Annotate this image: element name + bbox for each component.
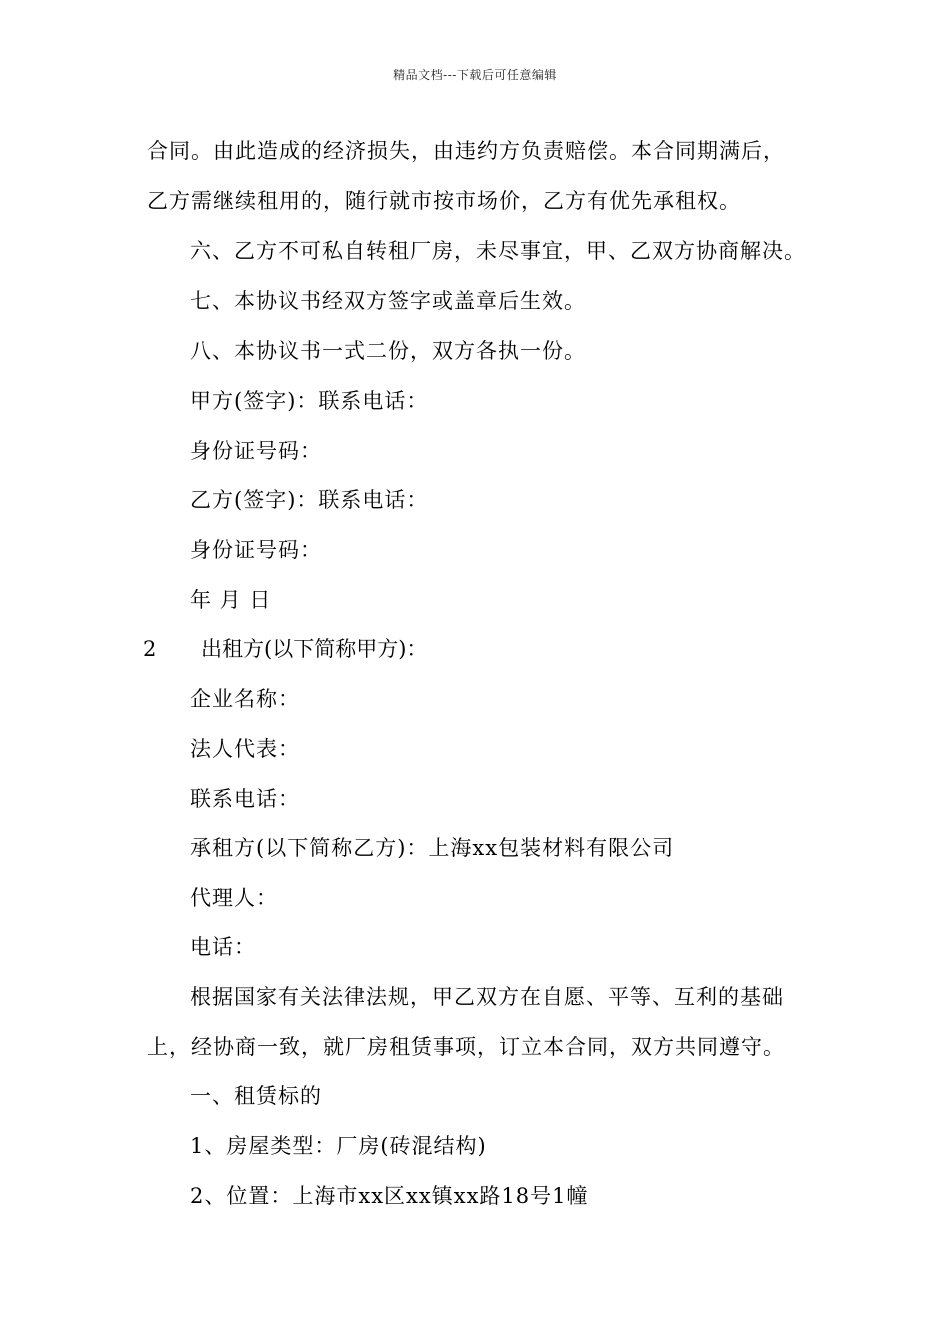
clause-six: 六、乙方不可私自转租厂房，未尽事宜，甲、乙双方协商解决。	[190, 239, 806, 263]
paragraph-line: 合同。由此造成的经济损失，由违约方负责赔偿。本合同期满后，	[147, 139, 785, 163]
party-b-signature-line: 乙方(签字)：联系电话：	[190, 488, 429, 512]
party-b-id-line: 身份证号码：	[190, 538, 322, 562]
section-first-line: 出租方(以下简称甲方)：	[201, 637, 428, 661]
date-line: 年 月 日	[190, 588, 272, 612]
paragraph-line: 乙方需继续租用的，随行就市按市场价，乙方有优先承租权。	[147, 189, 741, 213]
contact-phone-line: 联系电话：	[190, 787, 300, 811]
section-number: 2	[143, 637, 157, 661]
clause-seven: 七、本协议书经双方签字或盖章后生效。	[190, 289, 586, 313]
preamble-line: 上，经协商一致，就厂房租赁事项，订立本合同，双方共同遵守。	[147, 1035, 785, 1059]
article-one-heading: 一、租赁标的	[190, 1084, 322, 1108]
company-name-line: 企业名称：	[190, 687, 300, 711]
legal-rep-line: 法人代表：	[190, 737, 300, 761]
agent-line: 代理人：	[190, 886, 278, 910]
party-a-signature-line: 甲方(签字)：联系电话：	[190, 389, 429, 413]
party-a-id-line: 身份证号码：	[190, 439, 322, 463]
lessee-line: 承租方(以下简称乙方)：上海xx包装材料有限公司	[190, 836, 675, 860]
clause-eight: 八、本协议书一式二份，双方各执一份。	[190, 339, 586, 363]
page-header: 精品文档---下载后可任意编辑	[393, 68, 557, 82]
location-line: 2、位置：上海市xx区xx镇xx路18号1幢	[190, 1184, 589, 1208]
section-heading	[143, 634, 427, 664]
house-type-line: 1、房屋类型：厂房(砖混结构)	[190, 1134, 487, 1158]
phone-line: 电话：	[190, 935, 256, 959]
preamble-line: 根据国家有关法律法规，甲乙双方在自愿、平等、互利的基础	[190, 985, 784, 1009]
